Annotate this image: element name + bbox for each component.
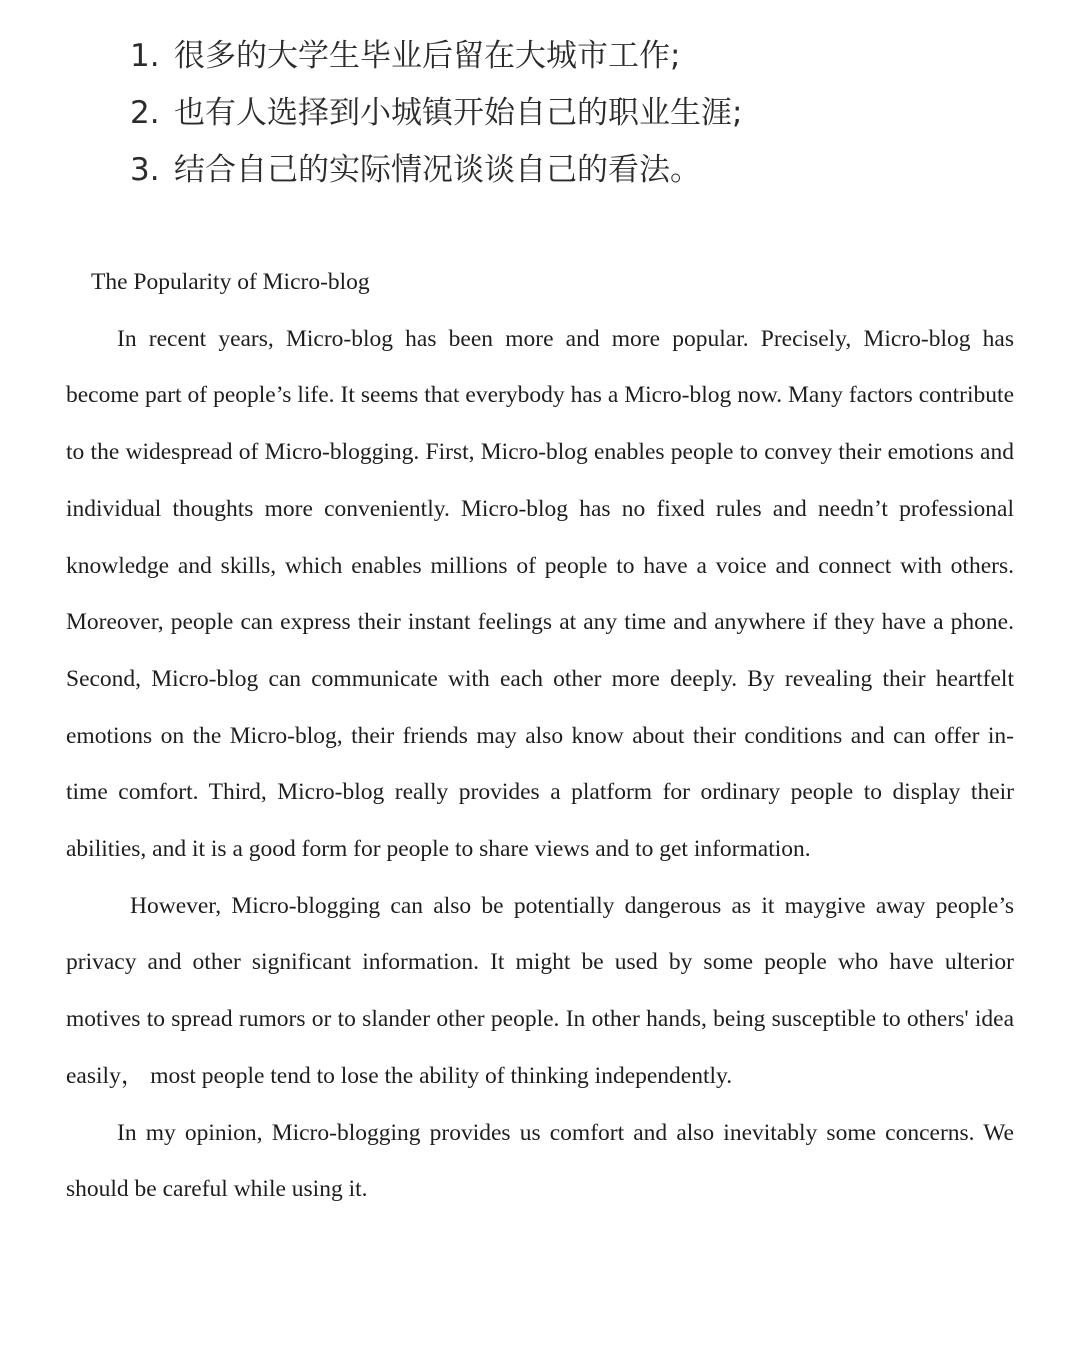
prompt-text: 结合自己的实际情况谈谈自己的看法。 <box>174 152 701 188</box>
prompt-text: 也有人选择到小城镇开始自己的职业生涯; <box>174 95 743 131</box>
essay-prompt-list <box>130 28 1030 199</box>
essay-title: The Popularity of Micro-blog <box>91 269 370 295</box>
prompt-item <box>130 142 1030 199</box>
prompt-number: 3. <box>130 152 160 188</box>
prompt-item <box>130 28 1030 85</box>
essay-paragraph: In my opinion, Micro-blogging provides us comfort and also inevitably some concerns. We should be careful while using it. <box>66 1119 1014 1203</box>
essay-paragraph: In recent years, Micro-blog has been more and more popular. Precisely, Micro-blog has become part of people’s life. It seems that everybody has a Micro-blog now. Many factors contribute to the widespread of Micro-blogging. First, Micro-blog enables people to convey their emotions and individual thoughts more conveniently. Micro-blog has no fixed rules and needn’t professional knowledge and skills, which enables millions of people to have a voice and connect with others. Moreover, people can express their instant feelings at any time and anywhere if they have a phone. Second, Micro-blog can communicate with each other more deeply. By revealing their heartfelt emotions on the Micro-blog, their friends may also know about their conditions and can offer in-time comfort. Third, Micro-blog really provides a platform for ordinary people to display their abilities, and it is a good form for people to share views and to get information. <box>66 325 1014 863</box>
essay-body <box>66 254 1014 1218</box>
prompt-number: 1. <box>130 38 160 74</box>
prompt-number: 2. <box>130 95 160 131</box>
essay-paragraph: However, Micro-blogging can also be potentially dangerous as it maygive away people’s privacy and other significant information. It might be used by some people who have ulterior motives to spread rumors or to slander other people. In other hands, being susceptible to others' idea easily， most people tend to lose the ability of thinking independently. <box>66 892 1014 1089</box>
prompt-text: 很多的大学生毕业后留在大城市工作; <box>174 38 681 74</box>
prompt-item <box>130 85 1030 142</box>
